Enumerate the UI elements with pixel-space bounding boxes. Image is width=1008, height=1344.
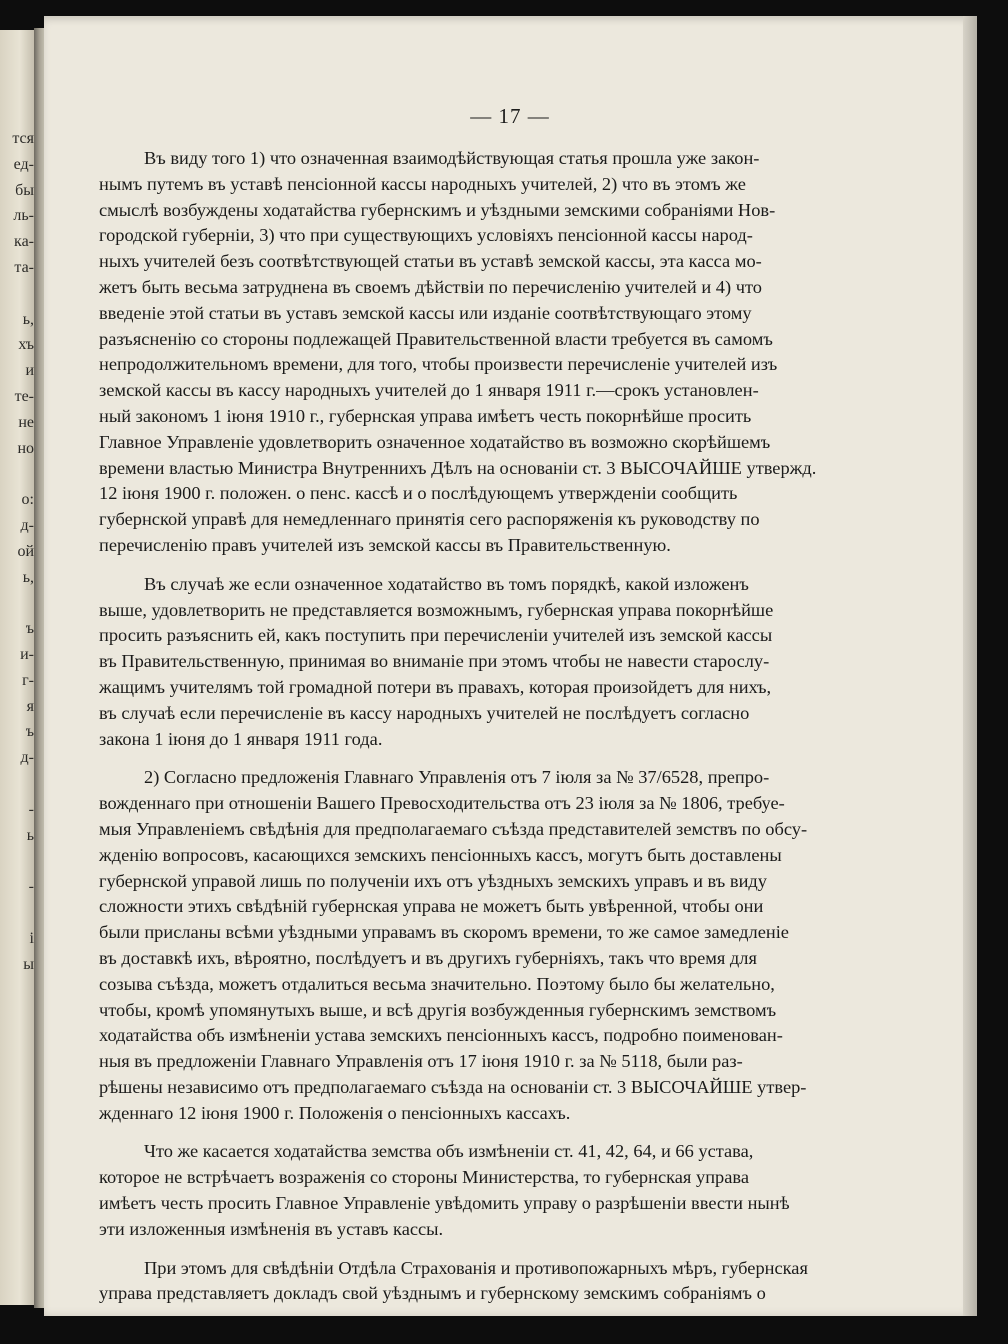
text-line: выше, удовлетворить не представляется возможнымъ, губернская управа покорнѣйше	[99, 599, 774, 620]
page-right-edge	[963, 16, 977, 1316]
previous-page-text-fragment: о:	[21, 491, 34, 509]
previous-page-text-fragment: хъ	[18, 336, 34, 354]
previous-page-text-fragment: ль-	[13, 207, 34, 225]
text-line: 2) Согласно предложенія Главнаго Управленія отъ 7 іюля за № 37/6528, препро-	[144, 767, 770, 788]
previous-page-text-fragment: ъ	[25, 620, 34, 638]
previous-page-text-fragment: ой	[17, 542, 34, 560]
text-line: ныхъ учителей безъ соотвѣтствующей статьи въ уставѣ земской кассы, эта касса мо-	[99, 251, 762, 272]
previous-page-text-fragment: ы	[23, 955, 34, 973]
text-line: перечисленію правъ учителей изъ земской кассы въ Правительственную.	[99, 534, 671, 555]
text-line: управа представляетъ докладъ свой уѣзднымъ и губернскому земскимъ собраніямъ о	[99, 1283, 766, 1304]
text-line: закона 1 іюня до 1 января 1911 года.	[99, 728, 383, 749]
text-line: мыя Управленіемъ свѣдѣнія для предполагаемаго съѣзда представителей земствъ по обсу-	[99, 818, 808, 839]
text-line: 12 іюня 1900 г. положен. о пенс. кассѣ и о послѣдующемъ утвержденіи сообщить	[99, 483, 738, 504]
text-line: сложности этихъ свѣдѣній губернская управа не можетъ быть увѣренной, чтобы они	[99, 896, 764, 917]
text-line: жащимъ учителямъ той громадной потери въ правахъ, которая произойдетъ для нихъ,	[99, 676, 772, 697]
text-line: Въ случаѣ же если означенное ходатайство въ томъ порядкѣ, какой изложенъ	[144, 573, 749, 594]
text-line: При этомъ для свѣдѣніи Отдѣла Страхованія и противопожарныхъ мѣръ, губернская	[144, 1257, 808, 1278]
paragraph	[99, 1256, 949, 1308]
previous-page-text-fragment: i	[29, 929, 34, 947]
previous-page-text-fragment: тся	[12, 130, 34, 147]
previous-page-text-fragment: бы	[15, 181, 34, 199]
previous-page-text-fragment: та-	[14, 259, 34, 276]
text-line: жденію вопросовъ, касающихся земскихъ пенсіонныхъ кассъ, могутъ быть доставлены	[99, 844, 782, 865]
previous-page-text-fragment: и-	[20, 646, 34, 663]
text-line: смыслѣ возбуждены ходатайства губернскимъ и уѣздными земскими собраніями Нов-	[99, 199, 776, 220]
text-line: жденнаго 12 іюня 1900 г. Положенія о пенсіонныхъ кассахъ.	[99, 1102, 571, 1123]
text-line: Въ виду того 1) что означенная взаимодѣйствующая статья прошла уже закон-	[144, 148, 760, 168]
text-line: созыва съѣзда, можетъ отдалиться весьма значительно. Поэтому было бы желательно,	[99, 973, 775, 994]
text-line: введеніе этой статьи въ уставъ земской кассы или изданіе соотвѣтствующаго этому	[99, 302, 752, 323]
page-number: — 17 —	[470, 104, 550, 128]
text-line: ныя въ предложеніи Главнаго Управленія отъ 17 іюня 1910 г. за № 5118, были раз-	[99, 1051, 743, 1072]
text-line: жетъ быть весьма затруднена въ своемъ дѣйствіи по перечисленію учителей и 4) что	[99, 276, 762, 297]
previous-page-text-fragment: ка-	[14, 233, 34, 251]
previous-page-text-fragment: ъ	[25, 723, 34, 741]
text-line: имѣетъ честь просить Главное Управленіе увѣдомить управу о разрѣшеніи ввести нынѣ	[99, 1193, 790, 1214]
previous-page-text-fragment: г-	[22, 671, 34, 689]
previous-page-text-fragment: -	[28, 878, 34, 896]
text-line: ный закономъ 1 іюня 1910 г., губернская управа имѣетъ честь покорнѣйше просить	[99, 405, 752, 426]
text-line: ходатайства объ измѣненіи устава земскихъ пенсіонныхъ кассъ, подробно поименован-	[99, 1025, 783, 1046]
previous-page-text-fragment: -	[28, 800, 34, 818]
text-line: просить разъяснить ей, какъ поступить при перечисленіи учителей изъ земской кассы	[99, 625, 773, 646]
previous-page-text-fragment: ь,	[22, 568, 34, 586]
previous-page-text-fragment: д-	[20, 749, 34, 767]
text-line: въ случаѣ если перечисленіе въ кассу народныхъ учителей не послѣдуетъ согласно	[99, 702, 750, 723]
text-line: земской кассы въ кассу народныхъ учителей до 1 января 1911 г.—срокъ установлен-	[99, 380, 759, 401]
paragraph	[99, 146, 949, 559]
text-line: вожденнаго при отношеніи Вашего Превосходительства отъ 23 іюля за № 1806, требуе-	[99, 793, 785, 814]
previous-page-text-fragment: ед-	[13, 155, 34, 173]
text-line: въ доставкѣ ихъ, вѣроятно, послѣдуетъ и въ другихъ губерніяхъ, такъ что время для	[99, 947, 757, 968]
previous-page-text-fragment: те-	[14, 388, 34, 405]
previous-page-text-fragment: и	[25, 362, 34, 380]
text-line: непродолжительномъ времени, для того, чтобы произвести перечисленіе учителей изъ	[99, 354, 778, 375]
text-line: Что же касается ходатайства земства объ измѣненіи ст. 41, 42, 64, и 66 устава,	[144, 1141, 754, 1162]
paragraph	[99, 765, 949, 1126]
text-line: нымъ путемъ въ уставѣ пенсіонной кассы народныхъ учителей, 2) что въ этомъ же	[99, 173, 746, 194]
previous-page-text-fragment: я	[26, 697, 34, 715]
previous-page-text-fragment: не	[18, 413, 34, 431]
previous-page-edge	[0, 30, 36, 1305]
text-line: были присланы всѣми уѣздными управамъ въ скоромъ времени, то же самое замедленіе	[99, 922, 789, 943]
previous-page-text-fragment: ь	[26, 826, 34, 844]
paragraph	[99, 572, 949, 753]
previous-page-text-fragment: но	[17, 439, 34, 457]
text-line: эти изложенныя измѣненія въ уставъ кассы.	[99, 1218, 444, 1239]
text-line: разъясненію со стороны подлежащей Правительственной власти требуется въ самомъ	[99, 328, 773, 349]
text-line: губернской управой лишь по полученіи ихъ отъ уѣздныхъ земскихъ управъ и въ виду	[99, 870, 767, 891]
text-line: которое не встрѣчаетъ возраженія со стороны Министерства, то губернская управа	[99, 1167, 749, 1188]
text-line: губернской управѣ для немедленнаго принятія сего распоряженія къ руководству по	[99, 509, 760, 530]
document-page	[44, 16, 976, 1316]
text-line: Главное Управленіе удовлетворить означенное ходатайство въ возможно скорѣйшемъ	[99, 431, 771, 452]
text-line: чтобы, кромѣ упомянутыхъ выше, и всѣ другія возбужденныя губернскимъ земствомъ	[99, 999, 777, 1020]
text-line: времени властью Министра Внутреннихъ Дѣлъ на основаніи ст. 3 ВЫСОЧАЙШЕ утвержд.	[99, 457, 817, 478]
previous-page-text-fragment: ь,	[22, 310, 34, 328]
body-text	[99, 146, 949, 1307]
previous-page-text-fragment: д-	[20, 517, 34, 534]
text-line: городской губерніи, 3) что при существующихъ условіяхъ пенсіонной кассы народ-	[99, 225, 753, 246]
text-line: въ Правительственную, принимая во вниманіе при этомъ чтобы не навести старослу-	[99, 651, 770, 672]
text-line: рѣшены независимо отъ предполагаемаго съѣзда на основаніи ст. 3 ВЫСОЧАЙШЕ утвер-	[99, 1076, 807, 1097]
paragraph	[99, 1139, 949, 1242]
